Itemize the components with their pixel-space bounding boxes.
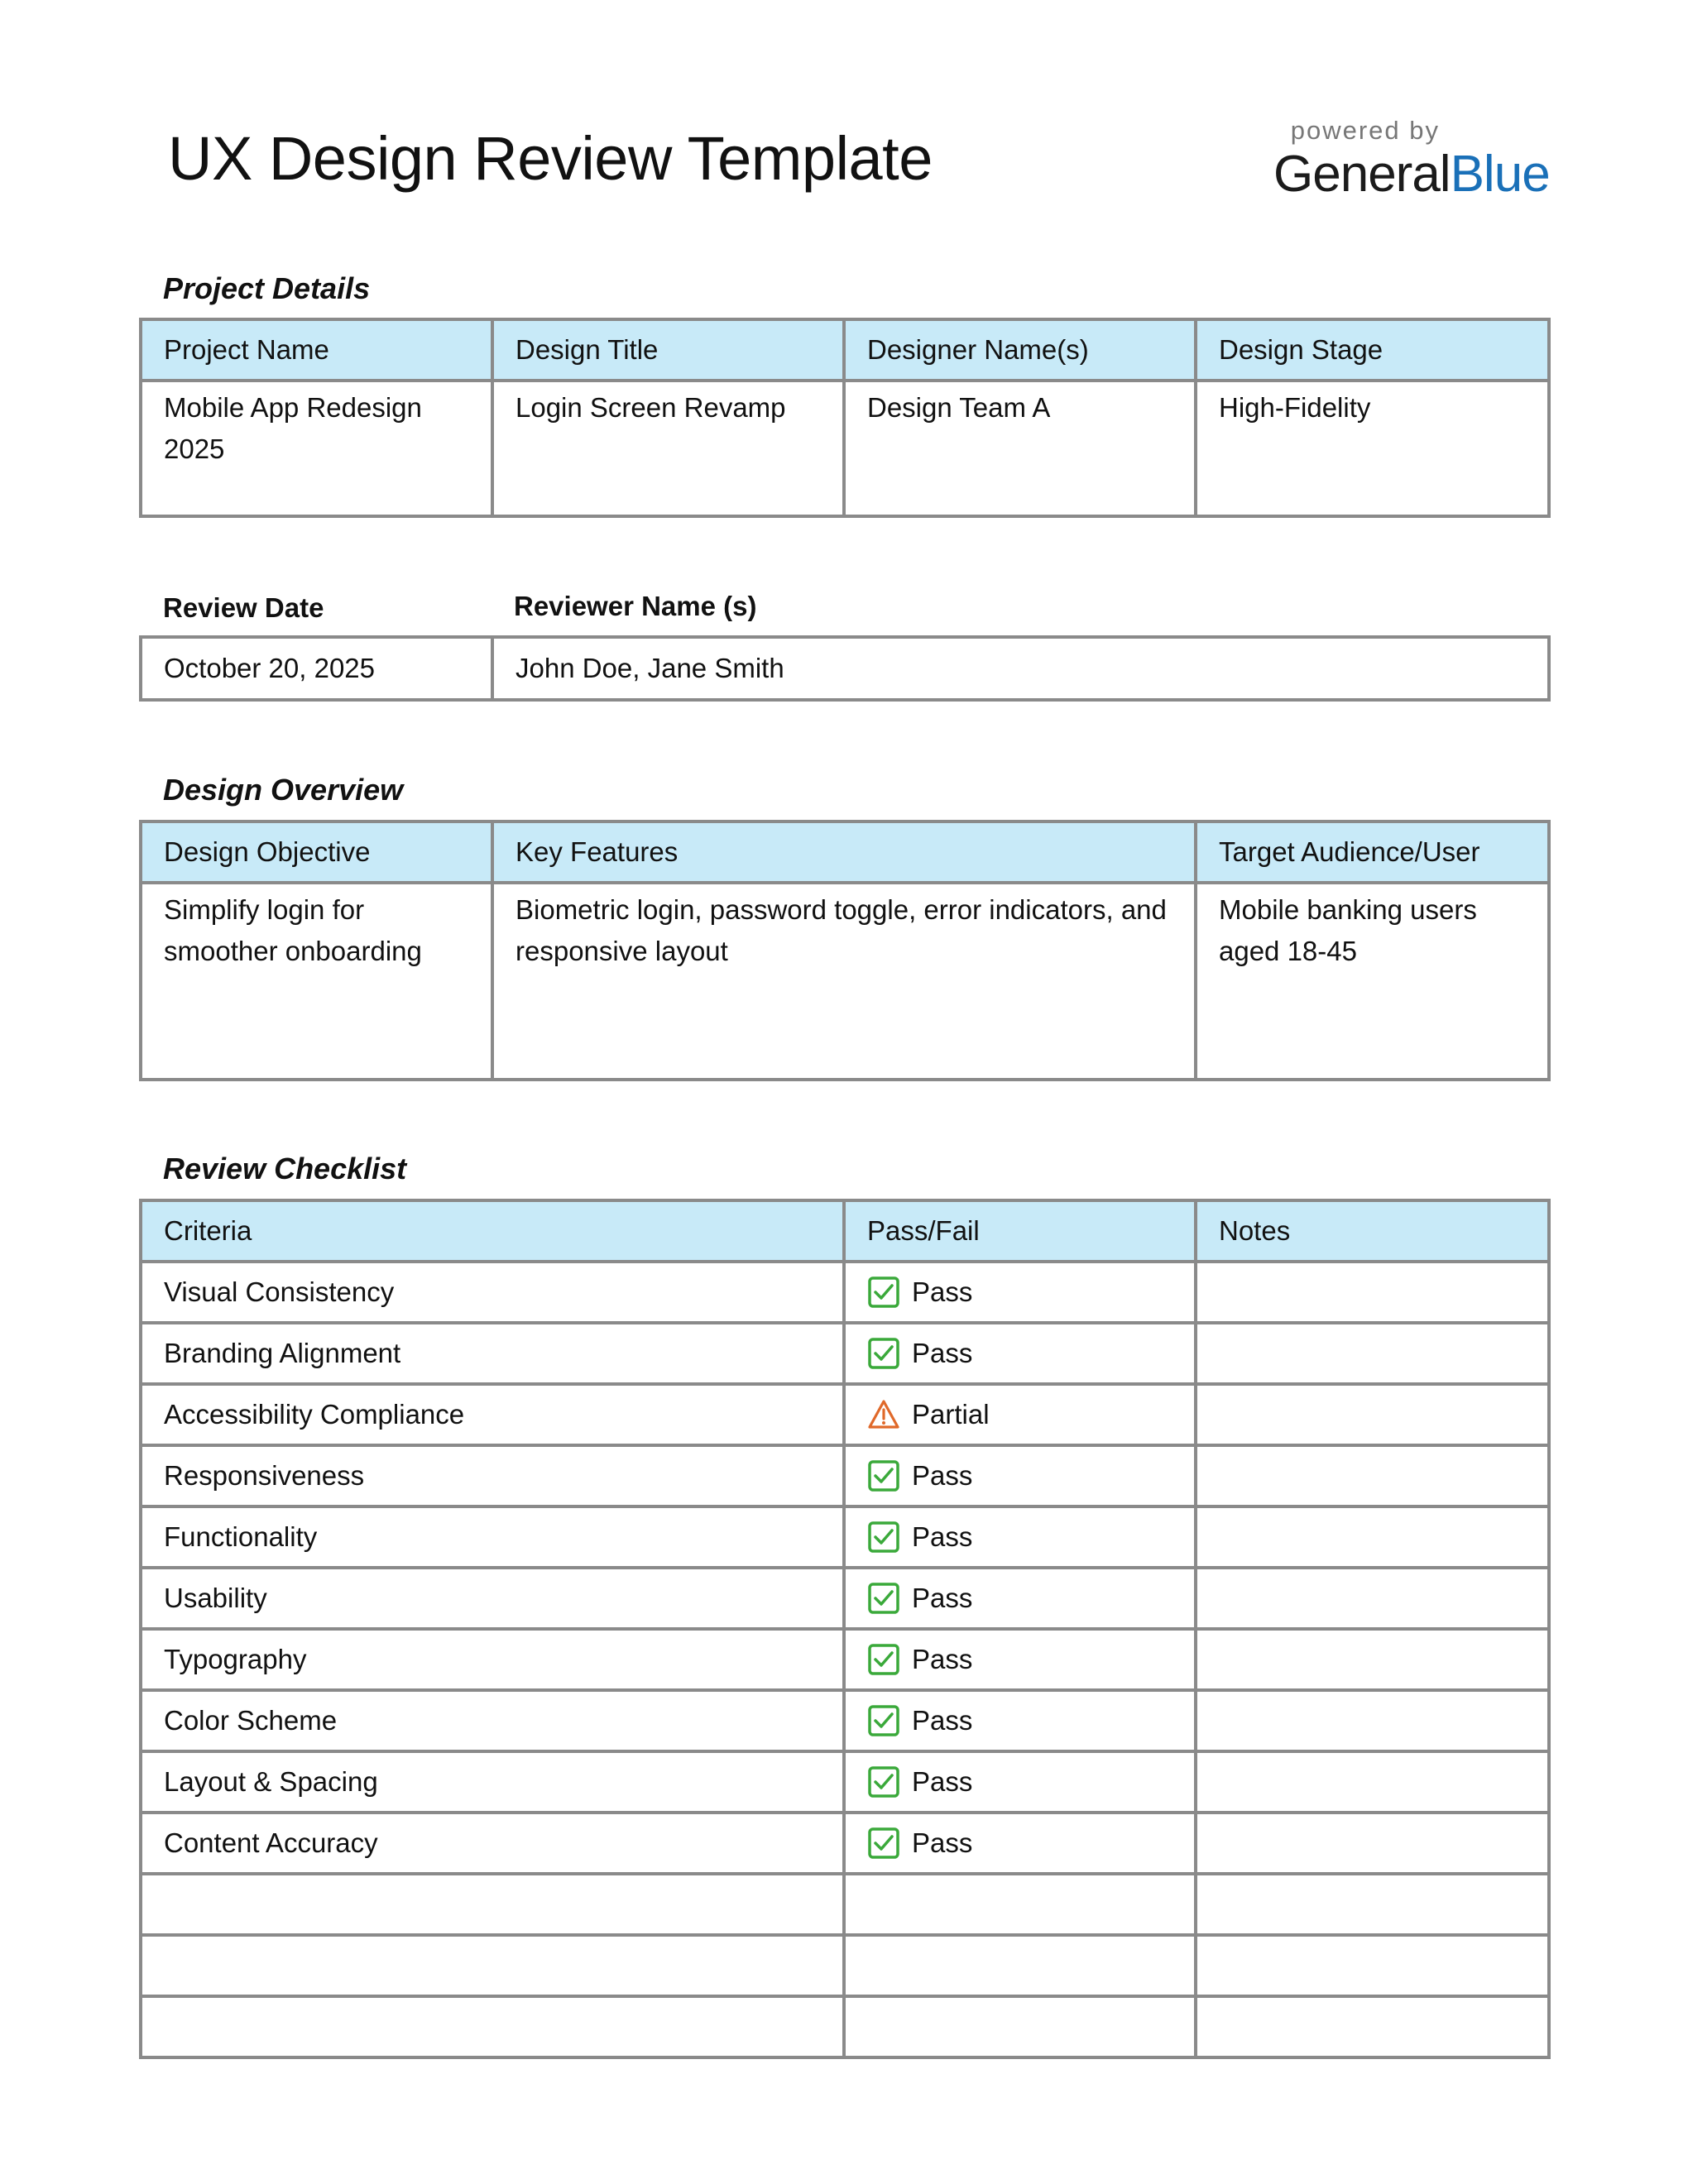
pass-fail-cell [844, 1262, 1196, 1323]
design-overview-header-row [141, 821, 1549, 883]
checklist-row [141, 1629, 1549, 1690]
criteria-cell: Content Accuracy [141, 1813, 844, 1874]
criteria-cell: Functionality [141, 1506, 844, 1568]
checklist-row [141, 1874, 1549, 1935]
checklist-row [141, 1568, 1549, 1629]
status-indicator [867, 1582, 1194, 1615]
status-text: Pass [912, 1583, 973, 1613]
status-indicator [867, 1521, 1194, 1554]
status-indicator [867, 1827, 1194, 1860]
review-date-value: October 20, 2025 [141, 637, 492, 700]
header-designer-names: Designer Name(s) [844, 319, 1196, 381]
notes-cell[interactable] [1196, 1935, 1549, 1996]
checklist-row [141, 1996, 1549, 2057]
header-key-features: Key Features [492, 821, 1196, 883]
criteria-cell: Usability [141, 1568, 844, 1629]
pass-fail-cell [844, 1874, 1196, 1935]
design-overview-table [139, 820, 1551, 1081]
logo-powered-by: powered by [1290, 116, 1440, 145]
pass-fail-cell [844, 1690, 1196, 1751]
header-criteria: Criteria [141, 1200, 844, 1262]
criteria-cell [141, 1996, 844, 2057]
project-details-value-row [141, 381, 1549, 516]
criteria-cell: Responsiveness [141, 1445, 844, 1506]
pass-fail-cell [844, 1629, 1196, 1690]
header-project-name: Project Name [141, 319, 492, 381]
criteria-cell: Accessibility Compliance [141, 1384, 844, 1445]
status-indicator [867, 1337, 1194, 1370]
status-text: Partial [912, 1399, 990, 1430]
status-text: Pass [912, 1460, 973, 1491]
project-details-table [139, 318, 1551, 518]
header-pass-fail: Pass/Fail [844, 1200, 1196, 1262]
reviewer-name-label: Reviewer Name (s) [514, 591, 757, 621]
reviewer-name-value: John Doe, Jane Smith [492, 637, 1549, 700]
status-indicator [867, 1704, 1194, 1737]
header-design-objective: Design Objective [141, 821, 492, 883]
page-title: UX Design Review Template [168, 124, 933, 193]
check-box-icon [867, 1765, 900, 1798]
status-indicator [867, 1765, 1194, 1798]
checklist-header-row [141, 1200, 1549, 1262]
status-text: Pass [912, 1276, 973, 1307]
criteria-cell: Color Scheme [141, 1690, 844, 1751]
review-checklist-heading: Review Checklist [163, 1152, 407, 1185]
check-box-icon [867, 1643, 900, 1676]
review-checklist-table [139, 1199, 1551, 2059]
pass-fail-cell [844, 1935, 1196, 1996]
notes-cell[interactable] [1196, 1874, 1549, 1935]
notes-cell[interactable] [1196, 1690, 1549, 1751]
status-indicator [867, 1276, 1194, 1309]
checklist-row [141, 1506, 1549, 1568]
key-features-value: Biometric login, password toggle, error indicators, and responsive layout [492, 883, 1196, 1080]
check-box-icon [867, 1337, 900, 1370]
checklist-row [141, 1690, 1549, 1751]
status-text: Pass [912, 1644, 973, 1674]
checklist-row [141, 1935, 1549, 1996]
pass-fail-cell [844, 1323, 1196, 1384]
notes-cell[interactable] [1196, 1996, 1549, 2057]
design-title-value: Login Screen Revamp [492, 381, 844, 516]
notes-cell[interactable] [1196, 1445, 1549, 1506]
criteria-cell [141, 1935, 844, 1996]
pass-fail-cell [844, 1751, 1196, 1813]
checklist-row [141, 1751, 1549, 1813]
pass-fail-cell [844, 1384, 1196, 1445]
status-text: Pass [912, 1766, 973, 1797]
review-date-label: Review Date [163, 592, 324, 623]
status-indicator [867, 1643, 1194, 1676]
check-box-icon [867, 1827, 900, 1860]
checklist-row [141, 1445, 1549, 1506]
designer-names-value: Design Team A [844, 381, 1196, 516]
check-box-icon [867, 1459, 900, 1492]
checklist-row [141, 1323, 1549, 1384]
notes-cell[interactable] [1196, 1506, 1549, 1568]
pass-fail-cell [844, 1996, 1196, 2057]
status-indicator [867, 1459, 1194, 1492]
header-notes: Notes [1196, 1200, 1549, 1262]
design-overview-heading: Design Overview [163, 773, 404, 807]
design-stage-value: High-Fidelity [1196, 381, 1549, 516]
logo-wordmark [1273, 146, 1550, 203]
pass-fail-cell [844, 1445, 1196, 1506]
status-text: Pass [912, 1827, 973, 1858]
notes-cell[interactable] [1196, 1813, 1549, 1874]
criteria-cell: Typography [141, 1629, 844, 1690]
checklist-row [141, 1813, 1549, 1874]
criteria-cell: Visual Consistency [141, 1262, 844, 1323]
criteria-cell: Layout & Spacing [141, 1751, 844, 1813]
checklist-body [141, 1262, 1549, 2057]
project-details-header-row [141, 319, 1549, 381]
notes-cell[interactable] [1196, 1568, 1549, 1629]
check-box-icon [867, 1582, 900, 1615]
logo-general: General [1273, 146, 1451, 203]
target-audience-value: Mobile banking users aged 18-45 [1196, 883, 1549, 1080]
design-objective-value: Simplify login for smoother onboarding [141, 883, 492, 1080]
notes-cell[interactable] [1196, 1629, 1549, 1690]
notes-cell[interactable] [1196, 1384, 1549, 1445]
notes-cell[interactable] [1196, 1262, 1549, 1323]
project-details-heading: Project Details [163, 271, 371, 305]
check-box-icon [867, 1704, 900, 1737]
project-name-value: Mobile App Redesign 2025 [141, 381, 492, 516]
check-box-icon [867, 1276, 900, 1309]
status-text: Pass [912, 1521, 973, 1552]
review-info-row [141, 637, 1549, 700]
header-design-title: Design Title [492, 319, 844, 381]
review-info-table [139, 635, 1551, 702]
notes-cell[interactable] [1196, 1323, 1549, 1384]
header-target-audience: Target Audience/User [1196, 821, 1549, 883]
header-design-stage: Design Stage [1196, 319, 1549, 381]
design-overview-value-row [141, 883, 1549, 1080]
criteria-cell [141, 1874, 844, 1935]
check-box-icon [867, 1521, 900, 1554]
status-text: Pass [912, 1705, 973, 1736]
status-text: Pass [912, 1338, 973, 1368]
logo-blue: Blue [1450, 146, 1550, 203]
checklist-row [141, 1262, 1549, 1323]
pass-fail-cell [844, 1813, 1196, 1874]
pass-fail-cell [844, 1568, 1196, 1629]
notes-cell[interactable] [1196, 1751, 1549, 1813]
checklist-row [141, 1384, 1549, 1445]
criteria-cell: Branding Alignment [141, 1323, 844, 1384]
pass-fail-cell [844, 1506, 1196, 1568]
generalblue-logo [1270, 116, 1551, 207]
status-indicator [867, 1398, 1194, 1431]
warning-triangle-icon [867, 1398, 900, 1431]
